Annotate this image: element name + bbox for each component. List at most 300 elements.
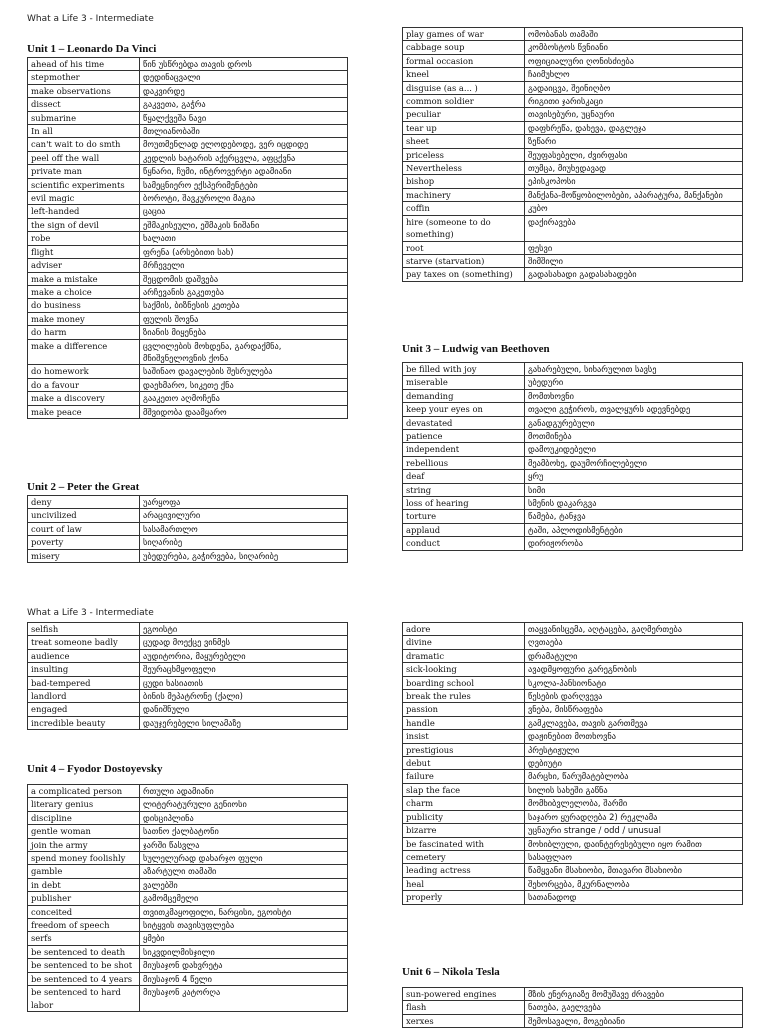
english-term: do harm xyxy=(28,326,140,339)
vocab-row xyxy=(28,232,348,245)
english-term: make money xyxy=(28,312,140,325)
vocab-row xyxy=(28,649,348,662)
english-term: in debt xyxy=(28,878,140,891)
english-term: make observations xyxy=(28,84,140,97)
vocab-row xyxy=(403,676,743,689)
english-term: can't wait to do smth xyxy=(28,138,140,151)
english-term: be sentenced to hard labor xyxy=(28,986,140,1012)
georgian-translation: მანქანა-მოწყობილობები, აპარატურა, მანქანები xyxy=(525,188,743,201)
vocab-row xyxy=(403,254,743,267)
english-term: independent xyxy=(403,443,525,456)
vocab-row xyxy=(28,905,348,918)
english-term: conduct xyxy=(403,537,525,550)
georgian-translation: ტაში, აპლოდისმენტები xyxy=(525,523,743,536)
georgian-translation: წესების დარღვევა xyxy=(525,690,743,703)
georgian-translation: დამოუკიდებელი xyxy=(525,443,743,456)
english-term: boarding school xyxy=(403,676,525,689)
english-term: handle xyxy=(403,716,525,729)
georgian-translation: სათნო ქალბატონი xyxy=(140,825,348,838)
vocab-row xyxy=(403,743,743,756)
english-term: conceited xyxy=(28,905,140,918)
vocab-row xyxy=(28,663,348,676)
georgian-translation: ყრუ xyxy=(525,470,743,483)
english-term: stepmother xyxy=(28,71,140,84)
english-term: submarine xyxy=(28,111,140,124)
english-term: private man xyxy=(28,165,140,178)
english-term: play games of war xyxy=(403,28,525,41)
georgian-translation: გახარებული, სიხარულით სავსე xyxy=(525,363,743,376)
vocab-row xyxy=(28,986,348,1012)
english-term: disguise (as a... ) xyxy=(403,81,525,94)
english-term: publisher xyxy=(28,892,140,905)
english-term: kneel xyxy=(403,68,525,81)
georgian-translation: გამომცემელი xyxy=(140,892,348,905)
vocab-row xyxy=(28,84,348,97)
georgian-translation: თუმცა, მიუხედავად xyxy=(525,162,743,175)
georgian-translation: ოფიციალური ღონისძიება xyxy=(525,54,743,67)
georgian-translation: შიმშილი xyxy=(525,254,743,267)
vocab-row xyxy=(28,623,348,636)
georgian-translation: შეხორცება, მკურნალობა xyxy=(525,877,743,890)
georgian-translation: მრჩეველი xyxy=(140,259,348,272)
english-term: peculiar xyxy=(403,108,525,121)
georgian-translation: სკოლა-პანსიონატი xyxy=(525,676,743,689)
english-term: selfish xyxy=(28,623,140,636)
english-term: do business xyxy=(28,299,140,312)
vocab-row xyxy=(403,416,743,429)
english-term: properly xyxy=(403,891,525,904)
english-term: devastated xyxy=(403,416,525,429)
georgian-translation: მარცხი, წარუმატებლობა xyxy=(525,770,743,783)
georgian-translation: არჩევანის გაკეთება xyxy=(140,285,348,298)
vocab-row xyxy=(28,405,348,418)
unit3-table xyxy=(402,362,743,551)
english-term: slap the face xyxy=(403,783,525,796)
vocab-row xyxy=(28,111,348,124)
vocab-row xyxy=(403,623,743,636)
georgian-translation: მიუსაჯონ 4 წელი xyxy=(140,972,348,985)
english-term: engaged xyxy=(28,703,140,716)
english-term: make a discovery xyxy=(28,392,140,405)
vocab-row xyxy=(28,676,348,689)
vocab-row xyxy=(28,945,348,958)
georgian-translation: კომბოსტოს წვნიანი xyxy=(525,41,743,54)
vocab-row xyxy=(403,135,743,148)
english-term: freedom of speech xyxy=(28,919,140,932)
english-term: be sentenced to be shot xyxy=(28,959,140,972)
english-term: flight xyxy=(28,245,140,258)
georgian-translation: ფრენა (არსებითი სახ) xyxy=(140,245,348,258)
english-term: dissect xyxy=(28,98,140,111)
georgian-translation: შემოსავალი, მოგებიანი xyxy=(525,1014,743,1027)
english-term: pay taxes on (something) xyxy=(403,268,525,281)
vocab-row xyxy=(403,864,743,877)
english-term: divine xyxy=(403,636,525,649)
english-term: poverty xyxy=(28,536,140,549)
english-term: coffin xyxy=(403,202,525,215)
vocab-row xyxy=(28,852,348,865)
english-term: xerxes xyxy=(403,1014,525,1027)
georgian-translation: სასაფლაო xyxy=(525,850,743,863)
georgian-translation: ცუდი ხასიათის xyxy=(140,676,348,689)
vocab-row xyxy=(403,730,743,743)
vocab-row xyxy=(403,483,743,496)
vocab-row xyxy=(28,58,348,71)
georgian-translation: თაყვანისცემა, აღტაცება, გაღმერთება xyxy=(525,623,743,636)
vocab-row xyxy=(403,757,743,770)
english-term: make a difference xyxy=(28,339,140,365)
vocab-row xyxy=(403,783,743,796)
georgian-translation: ეგოისტი xyxy=(140,623,348,636)
vocab-row xyxy=(403,988,743,1001)
vocab-row xyxy=(403,403,743,416)
vocab-row xyxy=(28,811,348,824)
vocab-row xyxy=(403,470,743,483)
page-header-top: What a Life 3 - Intermediate xyxy=(27,14,154,24)
georgian-translation: მზის ენერგიაზე მომუშავე ძრავები xyxy=(525,988,743,1001)
vocab-row xyxy=(28,365,348,378)
vocab-row xyxy=(28,192,348,205)
english-term: left-handed xyxy=(28,205,140,218)
english-term: applaud xyxy=(403,523,525,536)
english-term: be sentenced to 4 years xyxy=(28,972,140,985)
vocab-row xyxy=(403,241,743,254)
georgian-translation: დაქირავება xyxy=(525,215,743,241)
georgian-translation: გააკეთო აღმოჩენა xyxy=(140,392,348,405)
georgian-translation: ცვლილების მოხდენა, გარდაქმნა, მნიშვნელოვნის ქონა xyxy=(140,339,348,365)
georgian-translation: ფესვი xyxy=(525,241,743,254)
vocab-row xyxy=(403,202,743,215)
georgian-translation: ლიტერატურული გენიოსი xyxy=(140,798,348,811)
unit6-title: Unit 6 – Nikola Tesla xyxy=(402,966,500,978)
vocab-row xyxy=(403,510,743,523)
vocab-row xyxy=(28,798,348,811)
english-term: scientific experiments xyxy=(28,178,140,191)
english-term: keep your eyes on xyxy=(403,403,525,416)
georgian-translation: სიმი xyxy=(525,483,743,496)
georgian-translation: უბედურება, გაჭირვება, სიღარიბე xyxy=(140,549,348,562)
english-term: insist xyxy=(403,730,525,743)
english-term: be fascinated with xyxy=(403,837,525,850)
vocab-row xyxy=(403,95,743,108)
georgian-translation: სიკვდილმისჯილი xyxy=(140,945,348,958)
unit2-continued-table xyxy=(402,27,743,282)
georgian-translation: ზიანის მიყენება xyxy=(140,326,348,339)
english-term: publicity xyxy=(403,810,525,823)
georgian-translation: ნათება, გაელვება xyxy=(525,1001,743,1014)
georgian-translation: წამყვანი მსახიობი, მთავარი მსახიობი xyxy=(525,864,743,877)
vocab-row xyxy=(28,636,348,649)
georgian-translation: წამება, ტანჯვა xyxy=(525,510,743,523)
vocab-row xyxy=(28,703,348,716)
georgian-translation: ყმები xyxy=(140,932,348,945)
unit4-table xyxy=(27,784,348,1012)
vocab-row xyxy=(403,636,743,649)
georgian-translation: წყალქვეშა ნავი xyxy=(140,111,348,124)
georgian-translation: უბედური xyxy=(525,376,743,389)
english-term: demanding xyxy=(403,389,525,402)
vocab-row xyxy=(28,536,348,549)
unit1-title: Unit 1 – Leonardo Da Vinci xyxy=(27,43,157,55)
georgian-translation: კუბო xyxy=(525,202,743,215)
english-term: deaf xyxy=(403,470,525,483)
georgian-translation: ეპისკოპოსი xyxy=(525,175,743,188)
english-term: loss of hearing xyxy=(403,497,525,510)
georgian-translation: საჯარო ყურადღება 2) რეკლამა xyxy=(525,810,743,823)
english-term: flash xyxy=(403,1001,525,1014)
vocab-row xyxy=(28,932,348,945)
vocab-row xyxy=(403,797,743,810)
vocab-row xyxy=(28,825,348,838)
georgian-translation: სულელურად დახარჯო ფული xyxy=(140,852,348,865)
georgian-translation: მთლიანობაში xyxy=(140,125,348,138)
georgian-translation: სმენის დაკარგვა xyxy=(525,497,743,510)
unit2-table xyxy=(27,495,348,563)
english-term: the sign of devil xyxy=(28,218,140,231)
georgian-translation: მოხიბლული, დაინტერესებული იყო რამით xyxy=(525,837,743,850)
unit3-continued-table xyxy=(27,622,348,730)
georgian-translation: განადგურებული xyxy=(525,416,743,429)
english-term: miserable xyxy=(403,376,525,389)
vocab-row xyxy=(28,972,348,985)
vocab-row xyxy=(28,178,348,191)
english-term: be filled with joy xyxy=(403,363,525,376)
georgian-translation: მომხიბვლელობა, შარმი xyxy=(525,797,743,810)
vocab-row xyxy=(28,919,348,932)
vocab-row xyxy=(28,339,348,365)
vocab-row xyxy=(403,430,743,443)
unit5-table xyxy=(402,622,743,905)
vocab-row xyxy=(28,522,348,535)
georgian-translation: დრამატული xyxy=(525,649,743,662)
unit6-table xyxy=(402,987,743,1028)
vocab-row xyxy=(403,389,743,402)
georgian-translation: აზარტული თამაში xyxy=(140,865,348,878)
georgian-translation: დებიუტი xyxy=(525,757,743,770)
vocab-row xyxy=(403,188,743,201)
english-term: Nevertheless xyxy=(403,162,525,175)
vocab-row xyxy=(403,54,743,67)
vocab-row xyxy=(28,392,348,405)
english-term: prestigious xyxy=(403,743,525,756)
georgian-translation: კედლის ხატარის აქერცვლა, აფცქვნა xyxy=(140,151,348,164)
vocab-row xyxy=(403,363,743,376)
georgian-translation: ცუდად მოექცე ვინმეს xyxy=(140,636,348,649)
georgian-translation: წყნარი, ჩუმი, ინტროვერტი ადამიანი xyxy=(140,165,348,178)
vocab-row xyxy=(403,523,743,536)
english-term: starve (starvation) xyxy=(403,254,525,267)
georgian-translation: შეუფასებელი, ძვირფასი xyxy=(525,148,743,161)
vocab-row xyxy=(403,121,743,134)
georgian-translation: დაჟინებით მოთხოვნა xyxy=(525,730,743,743)
vocab-row xyxy=(28,549,348,562)
vocab-row xyxy=(403,837,743,850)
vocab-row xyxy=(28,312,348,325)
vocab-row xyxy=(403,649,743,662)
unit1-table xyxy=(27,57,348,419)
georgian-translation: დისციპლინა xyxy=(140,811,348,824)
english-term: deny xyxy=(28,496,140,509)
vocab-row xyxy=(28,785,348,798)
georgian-translation: პრესტიჟული xyxy=(525,743,743,756)
english-term: sun-powered engines xyxy=(403,988,525,1001)
vocab-row xyxy=(28,98,348,111)
english-term: a complicated person xyxy=(28,785,140,798)
georgian-translation: გადასახადი გადასახადები xyxy=(525,268,743,281)
vocab-row xyxy=(403,68,743,81)
georgian-translation: ცაცია xyxy=(140,205,348,218)
vocab-row xyxy=(28,892,348,905)
georgian-translation: ჯარში წასვლა xyxy=(140,838,348,851)
georgian-translation: თვალი გეჭიროს, თვალყურს ადევნებდე xyxy=(525,403,743,416)
english-term: priceless xyxy=(403,148,525,161)
vocab-row xyxy=(28,838,348,851)
english-term: common soldier xyxy=(403,95,525,108)
georgian-translation: უცნაური strange / odd / unusual xyxy=(525,824,743,837)
english-term: dramatic xyxy=(403,649,525,662)
georgian-translation: ჩაიმუხლო xyxy=(525,68,743,81)
english-term: cabbage soup xyxy=(403,41,525,54)
english-term: serfs xyxy=(28,932,140,945)
english-term: do a favour xyxy=(28,378,140,391)
english-term: In all xyxy=(28,125,140,138)
georgian-translation: სიტყვის თავისუფლება xyxy=(140,919,348,932)
vocab-row xyxy=(403,1014,743,1027)
english-term: discipline xyxy=(28,811,140,824)
vocab-row xyxy=(403,537,743,550)
georgian-translation: დაუჯერებელი სილამაზე xyxy=(140,716,348,729)
vocab-row xyxy=(403,877,743,890)
english-term: misery xyxy=(28,549,140,562)
english-term: robe xyxy=(28,232,140,245)
english-term: court of law xyxy=(28,522,140,535)
georgian-translation: დაკვირდე xyxy=(140,84,348,97)
vocab-row xyxy=(403,663,743,676)
georgian-translation: ხალათი xyxy=(140,232,348,245)
vocab-row xyxy=(28,71,348,84)
english-term: heal xyxy=(403,877,525,890)
vocab-row xyxy=(28,878,348,891)
vocab-row xyxy=(403,148,743,161)
english-term: gentle woman xyxy=(28,825,140,838)
english-term: cemetery xyxy=(403,850,525,863)
english-term: bizarre xyxy=(403,824,525,837)
english-term: patience xyxy=(403,430,525,443)
georgian-translation: სიღარიბე xyxy=(140,536,348,549)
vocab-row xyxy=(403,268,743,281)
georgian-translation: მოთმინება xyxy=(525,430,743,443)
vocab-row xyxy=(28,151,348,164)
vocab-row xyxy=(28,205,348,218)
georgian-translation: ბინის მეპატრონე (ქალი) xyxy=(140,690,348,703)
vocab-row xyxy=(403,810,743,823)
english-term: formal occasion xyxy=(403,54,525,67)
english-term: landlord xyxy=(28,690,140,703)
english-term: rebellious xyxy=(403,456,525,469)
georgian-translation: ღვთაება xyxy=(525,636,743,649)
georgian-translation: მეამბოხე, დაუმორჩილებელი xyxy=(525,456,743,469)
georgian-translation: სათანადოდ xyxy=(525,891,743,904)
vocab-row xyxy=(403,443,743,456)
georgian-translation: ბოროტი, შავკუროლი მაგია xyxy=(140,192,348,205)
vocab-row xyxy=(403,716,743,729)
georgian-translation: არაცივილური xyxy=(140,509,348,522)
english-term: bishop xyxy=(403,175,525,188)
english-term: passion xyxy=(403,703,525,716)
english-term: root xyxy=(403,241,525,254)
vocab-row xyxy=(28,285,348,298)
georgian-translation: მიუსაჯონ დახვრეტა xyxy=(140,959,348,972)
vocab-row xyxy=(403,28,743,41)
english-term: do homework xyxy=(28,365,140,378)
georgian-translation: მშვიდობა დაამყარო xyxy=(140,405,348,418)
english-term: make a mistake xyxy=(28,272,140,285)
english-term: join the army xyxy=(28,838,140,851)
georgian-translation: გამკლავება, თავის გართმევა xyxy=(525,716,743,729)
vocab-row xyxy=(28,509,348,522)
vocab-row xyxy=(28,259,348,272)
english-term: debut xyxy=(403,757,525,770)
georgian-translation: ფულის შოვნა xyxy=(140,312,348,325)
vocab-row xyxy=(403,703,743,716)
vocab-row xyxy=(403,456,743,469)
vocab-row xyxy=(28,218,348,231)
vocab-row xyxy=(403,497,743,510)
vocab-row xyxy=(403,41,743,54)
vocab-row xyxy=(403,81,743,94)
vocab-row xyxy=(28,326,348,339)
georgian-translation: შეცდომის დაშვება xyxy=(140,272,348,285)
english-term: tear up xyxy=(403,121,525,134)
english-term: treat someone badly xyxy=(28,636,140,649)
vocab-row xyxy=(28,125,348,138)
english-term: make a choice xyxy=(28,285,140,298)
english-term: peel off the wall xyxy=(28,151,140,164)
english-term: literary genius xyxy=(28,798,140,811)
english-term: leading actress xyxy=(403,864,525,877)
vocab-row xyxy=(403,850,743,863)
vocab-row xyxy=(28,299,348,312)
georgian-translation: რიგითი ჯარისკაცი xyxy=(525,95,743,108)
english-term: hire (someone to do something) xyxy=(403,215,525,241)
vocab-row xyxy=(28,865,348,878)
georgian-translation: მომთხოვნი xyxy=(525,389,743,402)
georgian-translation: თავისებური, უცნაური xyxy=(525,108,743,121)
georgian-translation: სასამართლო xyxy=(140,522,348,535)
georgian-translation: დაეხმარო, სიკეთე ქნა xyxy=(140,378,348,391)
georgian-translation: გაკვეთა, გაჭრა xyxy=(140,98,348,111)
vocab-row xyxy=(403,1001,743,1014)
english-term: sheet xyxy=(403,135,525,148)
georgian-translation: თვითკმაყოფილი, ნარცისი, ეგოისტი xyxy=(140,905,348,918)
vocab-row xyxy=(28,716,348,729)
vocab-row xyxy=(403,376,743,389)
georgian-translation: დედინაცვალი xyxy=(140,71,348,84)
english-term: adore xyxy=(403,623,525,636)
georgian-translation: ომობანას თამაში xyxy=(525,28,743,41)
georgian-translation: ეშმაკისეული, ეშმაკის ნიშანი xyxy=(140,218,348,231)
vocab-row xyxy=(403,215,743,241)
vocab-row xyxy=(28,496,348,509)
georgian-translation: საშინაო დავალების შესრულება xyxy=(140,365,348,378)
english-term: audience xyxy=(28,649,140,662)
english-term: failure xyxy=(403,770,525,783)
unit2-title: Unit 2 – Peter the Great xyxy=(27,481,140,493)
english-term: gamble xyxy=(28,865,140,878)
vocab-row xyxy=(28,138,348,151)
georgian-translation: სილის სახეში გაწნა xyxy=(525,783,743,796)
english-term: adviser xyxy=(28,259,140,272)
